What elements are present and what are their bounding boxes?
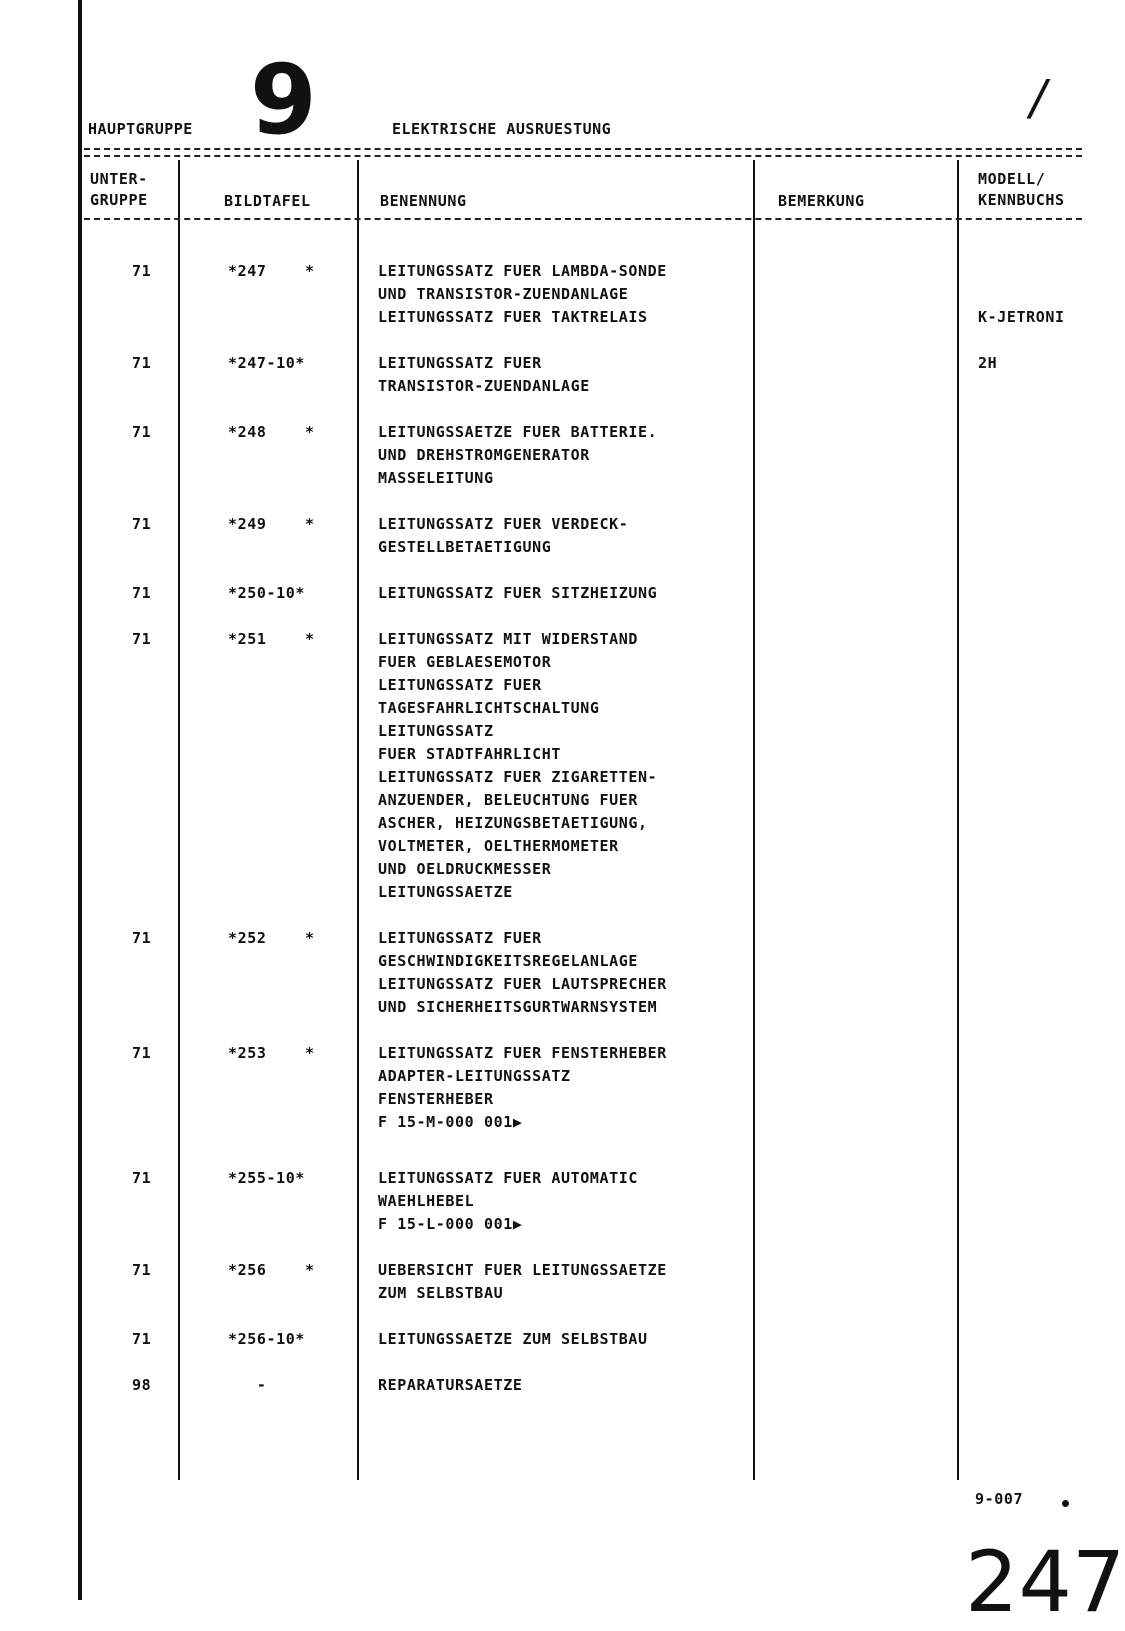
- row-bildtafel: *255-10*: [228, 1169, 306, 1187]
- row-untergruppe: 71: [132, 1169, 152, 1187]
- row-benennung-line: ZUM SELBSTBAU: [378, 1284, 504, 1302]
- row-benennung-line: FENSTERHEBER: [378, 1090, 494, 1108]
- row-benennung-line: LEITUNGSSATZ FUER LAMBDA-SONDE: [378, 262, 667, 280]
- row-benennung-line: LEITUNGSSATZ FUER VERDECK-: [378, 515, 629, 533]
- row-modell: 2H: [978, 354, 998, 372]
- col-header-modell-1: MODELL/: [978, 170, 1046, 188]
- header-double-rule: [84, 148, 1082, 157]
- page-code: 9-007: [975, 1490, 1024, 1508]
- row-bildtafel: *247 *: [228, 262, 315, 280]
- row-bildtafel: *247-10*: [228, 354, 306, 372]
- row-benennung-line: ADAPTER-LEITUNGSSATZ: [378, 1067, 571, 1085]
- row-untergruppe: 71: [132, 584, 152, 602]
- row-bildtafel: *249 *: [228, 515, 315, 533]
- row-bildtafel: *256 *: [228, 1261, 315, 1279]
- col-header-untergruppe-2: GRUPPE: [90, 191, 148, 209]
- row-bildtafel: *250-10*: [228, 584, 306, 602]
- group-number: 9: [250, 44, 317, 156]
- row-benennung-line: LEITUNGSSATZ FUER AUTOMATIC: [378, 1169, 639, 1187]
- row-benennung-line: TRANSISTOR-ZUENDANLAGE: [378, 377, 590, 395]
- row-benennung-line: LEITUNGSSATZ FUER TAKTRELAIS: [378, 308, 648, 326]
- row-benennung-line: LEITUNGSSATZ FUER: [378, 354, 542, 372]
- row-benennung-line: MASSELEITUNG: [378, 469, 494, 487]
- row-benennung-line: UND TRANSISTOR-ZUENDANLAGE: [378, 285, 629, 303]
- row-benennung-line: FUER GEBLAESEMOTOR: [378, 653, 552, 671]
- row-benennung-line: LEITUNGSSATZ FUER FENSTERHEBER: [378, 1044, 667, 1062]
- big-page-number: 247: [965, 1533, 1125, 1631]
- col-rule-2: [357, 160, 359, 1480]
- row-benennung-line: UND DREHSTROMGENERATOR: [378, 446, 590, 464]
- row-benennung-line: F 15-M-000 001▶: [378, 1113, 523, 1131]
- row-untergruppe: 71: [132, 423, 152, 441]
- col-header-bemerkung: BEMERKUNG: [778, 192, 865, 210]
- row-benennung-line: VOLTMETER, OELTHERMOMETER: [378, 837, 619, 855]
- col-header-modell-2: KENNBUCHS: [978, 191, 1065, 209]
- row-benennung-line: FUER STADTFAHRLICHT: [378, 745, 561, 763]
- row-bildtafel: *256-10*: [228, 1330, 306, 1348]
- group-label: HAUPTGRUPPE: [88, 120, 193, 138]
- row-benennung-line: UEBERSICHT FUER LEITUNGSSAETZE: [378, 1261, 667, 1279]
- row-benennung-line: LEITUNGSSATZ MIT WIDERSTAND: [378, 630, 639, 648]
- row-bildtafel: *248 *: [228, 423, 315, 441]
- row-benennung-line: REPARATURSAETZE: [378, 1376, 523, 1394]
- row-benennung-line: UND OELDRUCKMESSER: [378, 860, 552, 878]
- row-untergruppe: 71: [132, 929, 152, 947]
- header-underline: [84, 218, 1082, 220]
- row-benennung-line: GESCHWINDIGKEITSREGELANLAGE: [378, 952, 639, 970]
- row-benennung-line: TAGESFAHRLICHTSCHALTUNG: [378, 699, 600, 717]
- row-bildtafel: -: [228, 1376, 267, 1394]
- row-benennung-line: LEITUNGSSAETZE ZUM SELBSTBAU: [378, 1330, 648, 1348]
- row-benennung-line: LEITUNGSSATZ FUER: [378, 676, 542, 694]
- row-benennung-line: LEITUNGSSAETZE: [378, 883, 513, 901]
- col-header-benennung: BENENNUNG: [380, 192, 467, 210]
- row-benennung-line: LEITUNGSSATZ FUER: [378, 929, 542, 947]
- row-benennung-line: ASCHER, HEIZUNGSBETAETIGUNG,: [378, 814, 648, 832]
- row-benennung-line: ANZUENDER, BELEUCHTUNG FUER: [378, 791, 639, 809]
- row-benennung-line: LEITUNGSSATZ FUER SITZHEIZUNG: [378, 584, 658, 602]
- row-bildtafel: *253 *: [228, 1044, 315, 1062]
- row-bildtafel: *252 *: [228, 929, 315, 947]
- row-untergruppe: 71: [132, 262, 152, 280]
- row-benennung-line: LEITUNGSSATZ FUER ZIGARETTEN-: [378, 768, 658, 786]
- row-benennung-line: GESTELLBETAETIGUNG: [378, 538, 552, 556]
- row-bildtafel: *251 *: [228, 630, 315, 648]
- row-untergruppe: 71: [132, 1261, 152, 1279]
- row-untergruppe: 71: [132, 630, 152, 648]
- row-untergruppe: 71: [132, 1330, 152, 1348]
- row-benennung-line: LEITUNGSSATZ FUER LAUTSPRECHER: [378, 975, 667, 993]
- row-benennung-line: F 15-L-000 001▶: [378, 1215, 523, 1233]
- corner-mark: /: [1030, 70, 1047, 126]
- col-header-bildtafel: BILDTAFEL: [224, 192, 311, 210]
- group-title: ELEKTRISCHE AUSRUESTUNG: [392, 120, 612, 138]
- row-untergruppe: 98: [132, 1376, 152, 1394]
- col-rule-3: [753, 160, 755, 1480]
- row-untergruppe: 71: [132, 1044, 152, 1062]
- row-benennung-line: WAEHLHEBEL: [378, 1192, 475, 1210]
- row-untergruppe: 71: [132, 515, 152, 533]
- row-modell: K-JETRONI: [978, 308, 1065, 326]
- col-rule-1: [178, 160, 180, 1480]
- row-benennung-line: LEITUNGSSATZ: [378, 722, 494, 740]
- left-margin-line: [78, 0, 82, 1600]
- col-header-untergruppe-1: UNTER-: [90, 170, 148, 188]
- row-untergruppe: 71: [132, 354, 152, 372]
- row-benennung-line: LEITUNGSSAETZE FUER BATTERIE.: [378, 423, 658, 441]
- col-rule-4: [957, 160, 959, 1480]
- row-benennung-line: UND SICHERHEITSGURTWARNSYSTEM: [378, 998, 658, 1016]
- page-dot: [1062, 1500, 1069, 1507]
